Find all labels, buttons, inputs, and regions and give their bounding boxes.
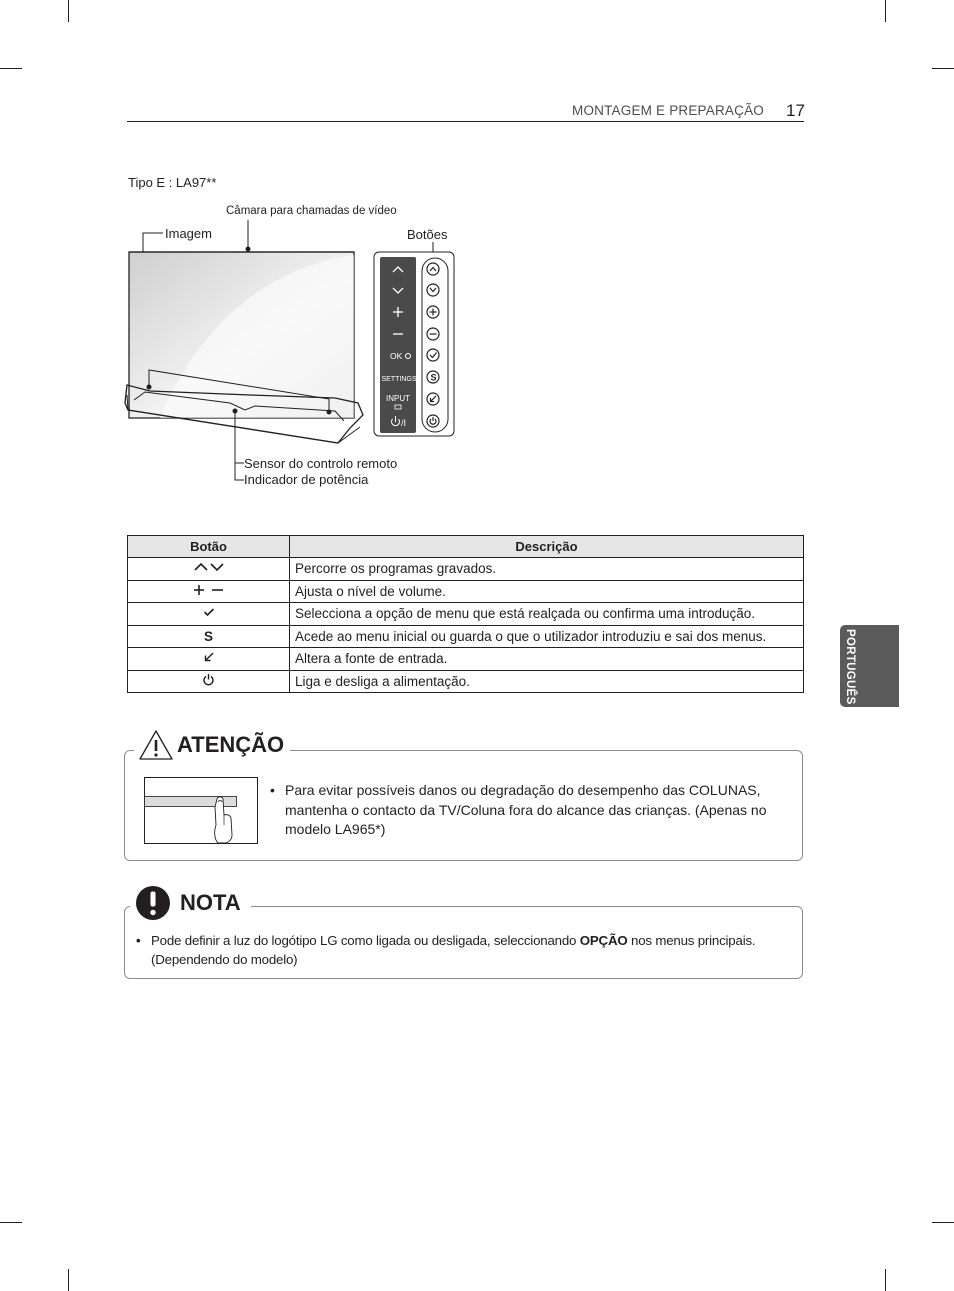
note-text-line2: (Dependendo do modelo): [151, 952, 298, 967]
svg-text:S: S: [430, 372, 437, 383]
checkmark-icon: [203, 606, 215, 618]
header-divider: [127, 121, 804, 122]
panel-settings-label: SETTINGS: [381, 376, 417, 383]
table-header-button: Botão: [128, 536, 290, 558]
table-cell-description: Acede ao menu inicial ou guarda o que o utilizador introduziu e sai dos menus.: [290, 625, 804, 648]
crop-mark: [68, 0, 69, 22]
table-row: [128, 603, 804, 626]
exclamation-circle-icon: [135, 885, 171, 921]
note-header: [130, 884, 251, 922]
table-row: [128, 648, 804, 671]
power-icon: [202, 673, 215, 686]
bullet-icon: •: [270, 782, 275, 798]
panel-input-label: INPUT: [386, 394, 410, 403]
note-title: NOTA: [180, 890, 241, 915]
table-cell-description: Selecciona a opção de menu que está realçada ou confirma uma introdução.: [290, 603, 804, 626]
page-number: 17: [786, 101, 805, 120]
caution-bullet: [270, 781, 780, 840]
language-side-tab: [840, 625, 899, 707]
crop-mark: [68, 1269, 69, 1291]
child-hand-illustration: [144, 777, 258, 844]
crop-mark: [885, 1269, 886, 1291]
up-down-chevron-icon: [193, 561, 225, 573]
bullet-icon: •: [136, 933, 141, 948]
table-cell-description: Liga e desliga a alimentação.: [290, 670, 804, 693]
table-header-row: [128, 536, 804, 558]
crop-mark: [932, 68, 954, 69]
caution-text: Para evitar possíveis danos ou degradação do desempenho das COLUNAS, mantenha o contacto da TV/Coluna fora do alcance das crianças. (Apenas no modelo LA965*): [285, 782, 767, 837]
note-text-before: Pode definir a luz do logótipo LG como ligada ou desligada, seleccionando: [151, 933, 580, 948]
side-tab-label: PORTUGUÊS: [844, 629, 856, 705]
note-bullet: [136, 931, 796, 969]
table-cell-description: Percorre os programas gravados.: [290, 558, 804, 581]
section-title: MONTAGEM E PREPARAÇÃO: [572, 103, 764, 118]
settings-s-icon: S: [203, 628, 213, 644]
table-header-description: Descrição: [290, 536, 804, 558]
panel-ok-label: OK: [390, 351, 403, 361]
crop-mark: [932, 1222, 954, 1223]
control-panel-illustration: [370, 238, 460, 443]
table-row: [128, 580, 804, 603]
crop-mark: [0, 1222, 22, 1223]
note-text: [151, 931, 755, 969]
model-label: Tipo E : LA97**: [128, 175, 217, 190]
panel-power-label: /I: [401, 418, 407, 428]
buttons-callout: Botões: [407, 227, 448, 242]
crop-mark: [0, 68, 22, 69]
caution-header: [134, 725, 290, 765]
camera-callout: Câmara para chamadas de vídeo: [226, 205, 397, 217]
warning-triangle-icon: [138, 728, 174, 762]
table-row: [128, 558, 804, 581]
table-cell-description: Ajusta o nível de volume.: [290, 580, 804, 603]
caution-title: ATENÇÃO: [177, 732, 285, 757]
image-callout: Imagem: [165, 226, 212, 241]
table-row: [128, 670, 804, 693]
remote-sensor-callout: Sensor do controlo remoto: [244, 456, 398, 471]
table-cell-description: Altera a fonte de entrada.: [290, 648, 804, 671]
input-arrow-icon: [203, 651, 215, 663]
note-text-bold: OPÇÃO: [579, 933, 628, 948]
plus-minus-icon: [193, 584, 225, 596]
power-indicator-callout: Indicador de potência: [244, 472, 369, 487]
note-text-after: nos menus principais.: [627, 933, 756, 948]
table-row: [128, 625, 804, 648]
button-description-table: [127, 535, 804, 693]
crop-mark: [885, 0, 886, 22]
